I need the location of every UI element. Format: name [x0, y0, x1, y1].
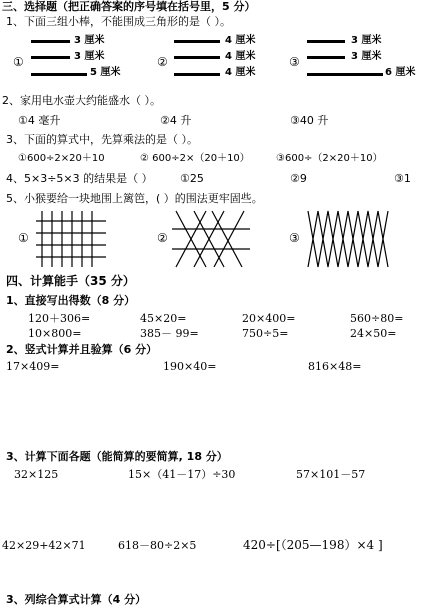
q3-option-1: ①600÷2×20＋10: [18, 153, 105, 164]
stick-1c: [31, 73, 87, 76]
stick-2a: [174, 40, 220, 43]
stick-3b-label: 3 厘米: [351, 51, 382, 62]
q3-option-2: ② 600÷2×（20＋10）: [140, 153, 250, 164]
q4-option-3: ③1: [394, 172, 411, 185]
stick-2c-label: 4 厘米: [225, 67, 256, 78]
stick-2b-label: 4 厘米: [225, 51, 256, 62]
calc-2-1: 10×800=: [28, 327, 82, 340]
stick-3c-label: 6 厘米: [385, 67, 416, 78]
fence1-marker: ①: [18, 231, 29, 245]
part3-title: 3、计算下面各题（能简算的要简算, 18 分）: [6, 450, 228, 463]
fence-diagonal-figure: [172, 211, 250, 267]
calc-1-2: 45×20=: [140, 312, 187, 325]
fence-grid-figure: [36, 211, 106, 267]
stick-3b: [307, 56, 345, 59]
stick-1a-label: 3 厘米: [74, 35, 105, 46]
q4-text: 4、5×3÷5×3 的结果是（ ）: [6, 172, 153, 185]
group3-marker: ③: [289, 55, 300, 69]
stick-1a: [31, 40, 70, 43]
group1-marker: ①: [13, 55, 24, 69]
stick-3c: [307, 73, 383, 76]
vertical-calc-3: 816×48=: [308, 360, 362, 373]
compute-2-3: 420÷[（205—198）×4 ]: [243, 538, 383, 552]
compute-1-2: 15×（41－17）÷30: [128, 468, 236, 481]
compute-2-1: 42×29+42×71: [2, 539, 86, 552]
vertical-calc-2: 190×40=: [163, 360, 217, 373]
q2-option-1: ①4 毫升: [18, 114, 61, 127]
fence3-marker: ③: [289, 231, 300, 245]
stick-2c: [174, 73, 220, 76]
vertical-calc-1: 17×409=: [6, 360, 60, 373]
q4-option-2: ②9: [290, 172, 307, 185]
fence-zigzag-figure: [308, 211, 390, 267]
stick-1b-label: 3 厘米: [74, 51, 105, 62]
compute-1-1: 32×125: [14, 468, 59, 481]
section3-title: 三、选择题（把正确答案的序号填在括号里，5 分）: [2, 0, 256, 13]
q2-option-2: ②4 升: [160, 114, 192, 127]
q5-text: 5、小猴要给一块地围上篱笆，( ）的围法更牢固些。: [6, 192, 263, 205]
compute-2-2: 618－80÷2×5: [118, 539, 197, 552]
calc-2-2: 385－ 99=: [140, 327, 199, 340]
stick-1b: [31, 56, 70, 59]
calc-1-4: 560÷80=: [350, 312, 404, 325]
section4-title: 四、计算能手（35 分）: [6, 274, 135, 288]
stick-1c-label: 5 厘米: [90, 67, 121, 78]
stick-2a-label: 4 厘米: [225, 35, 256, 46]
stick-2b: [174, 56, 220, 59]
q3-option-3: ③600÷（2×20＋10）: [276, 153, 383, 164]
group2-marker: ②: [157, 55, 168, 69]
q2-text: 2、家用电水壶大约能盛水（ ）。: [2, 94, 161, 107]
fence2-marker: ②: [157, 231, 168, 245]
part2-title: 2、竖式计算并且验算（6 分）: [6, 343, 158, 356]
stick-3a-label: 3 厘米: [351, 35, 382, 46]
part4-title: 3、列综合算式计算（4 分）: [6, 593, 147, 606]
q2-option-3: ③40 升: [290, 114, 329, 127]
q3-text: 3、下面的算式中，先算乘法的是（ ）。: [6, 133, 198, 146]
q4-option-1: ①25: [180, 172, 204, 185]
calc-1-3: 20×400=: [242, 312, 296, 325]
part1-title: 1、直接写出得数（8 分）: [6, 294, 136, 307]
q1-text: 1、下面三组小棒，不能围成三角形的是（ ）。: [6, 15, 231, 28]
stick-3a: [307, 40, 345, 43]
compute-1-3: 57×101－57: [296, 468, 366, 481]
calc-1-1: 120＋306=: [28, 312, 91, 325]
calc-2-3: 750÷5=: [242, 327, 289, 340]
calc-2-4: 24×50=: [350, 327, 397, 340]
